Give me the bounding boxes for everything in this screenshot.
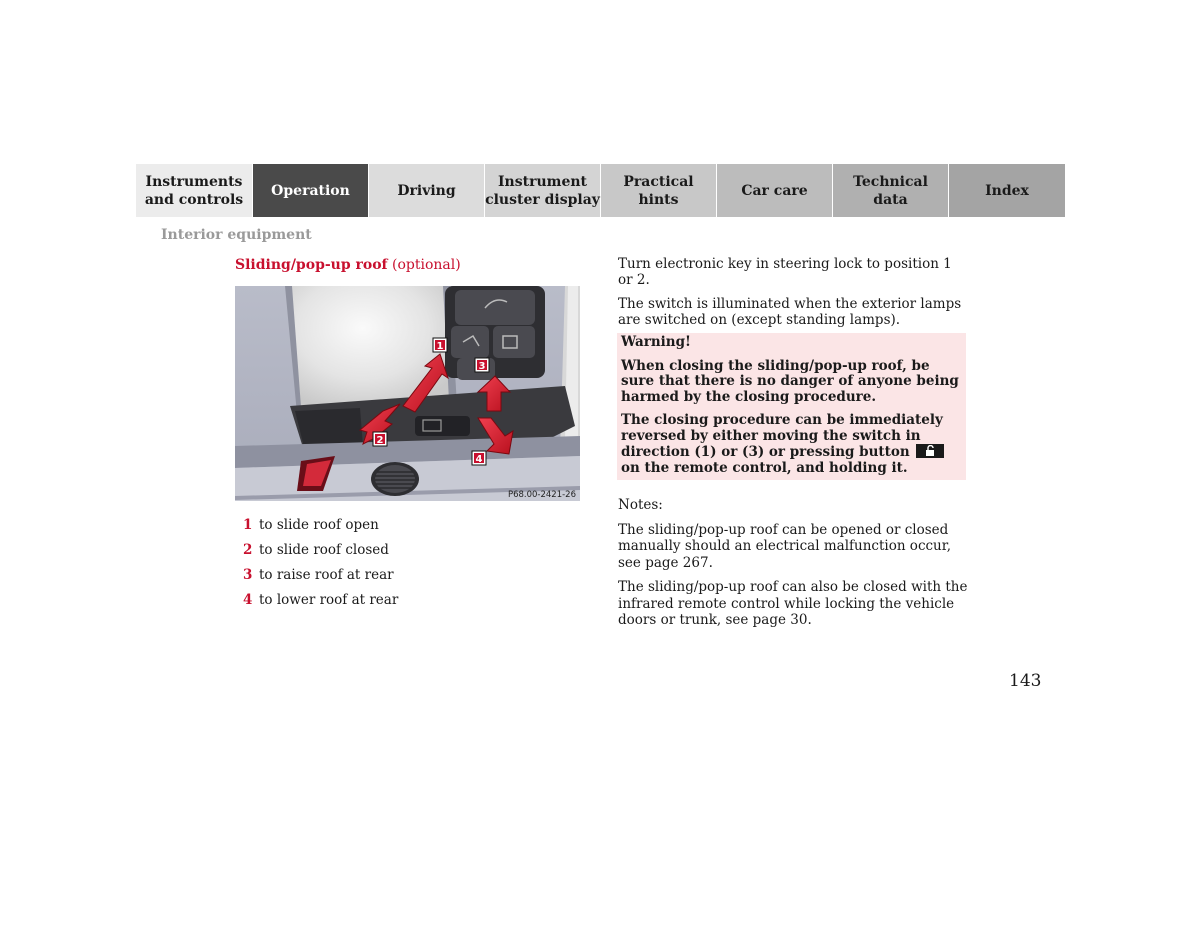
warning-text-2b: on the remote control, and holding it. (621, 459, 908, 476)
legend-item (243, 542, 398, 567)
legend-text: to raise roof at rear (259, 567, 394, 583)
warning-title: Warning! (621, 334, 691, 350)
instruction-key: Turn electronic key in steering lock to position 1 or 2. (618, 256, 952, 288)
heading-suffix: (optional) (387, 257, 461, 273)
warning-text-2a: The closing procedure can be immediately reversed by either moving the switch in direction (1) or (3) or pressing button (621, 412, 943, 460)
callout-4 (472, 451, 486, 465)
legend-item (243, 592, 398, 617)
callout-2-label: 2 (376, 435, 384, 446)
notes (618, 497, 968, 637)
section-label: Interior equipment (161, 227, 312, 243)
tab-car-care[interactable]: Car care (717, 164, 833, 217)
warning-box (617, 333, 966, 480)
tab-operation[interactable]: Operation (253, 164, 369, 217)
legend-number: 4 (243, 592, 253, 608)
page-heading (235, 257, 461, 273)
instructions (618, 256, 968, 336)
tab-practical-hints[interactable]: Practical hints (601, 164, 717, 217)
page-number: 143 (1009, 671, 1042, 691)
warning-text-2 (621, 413, 962, 476)
instruction-illumination: The switch is illuminated when the exterior lamps are switched on (except standing lamps). (618, 296, 962, 328)
callout-4-label: 4 (475, 454, 483, 465)
notes-text-1: The sliding/pop-up roof can be opened or closed manually should an electrical malfunction occur, see page 267. (618, 521, 952, 571)
callout-3-label: 3 (478, 361, 486, 372)
tab-instrument-cluster-display[interactable]: Instrument cluster display (485, 164, 601, 217)
callout-1 (433, 338, 447, 352)
legend-item (243, 517, 398, 542)
tab-technical-data[interactable]: Technical data (833, 164, 949, 217)
callout-3 (475, 358, 489, 372)
legend-text: to slide roof closed (259, 542, 389, 558)
tab-driving[interactable]: Driving (369, 164, 485, 217)
notes-text-2: The sliding/pop-up roof can also be closed with the infrared remote control while locking the vehicle doors or trunk, see page 30. (618, 579, 968, 628)
callout-1-label: 1 (436, 341, 444, 352)
legend-number: 1 (243, 517, 253, 533)
section-tabs (136, 164, 1065, 217)
unlock-button-icon (916, 444, 944, 458)
figure-code: P68.00-2421-26 (507, 490, 576, 500)
legend-text: to lower roof at rear (259, 592, 399, 608)
heading-title: Sliding/pop-up roof (235, 257, 388, 273)
legend-text: to slide roof open (259, 517, 379, 533)
warning-text-1: When closing the sliding/pop-up roof, be sure that there is no danger of anyone being harmed by the closing procedure. (621, 357, 959, 405)
legend-number: 3 (243, 567, 253, 583)
tab-instruments-and-controls[interactable]: Instruments and controls (136, 164, 253, 217)
callout-2 (373, 432, 387, 446)
notes-title: Notes: (618, 497, 663, 513)
tab-index[interactable]: Index (949, 164, 1065, 217)
legend-item (243, 567, 398, 592)
figure-legend (243, 517, 398, 617)
roof-switch-illustration (235, 286, 580, 501)
legend-number: 2 (243, 542, 253, 558)
